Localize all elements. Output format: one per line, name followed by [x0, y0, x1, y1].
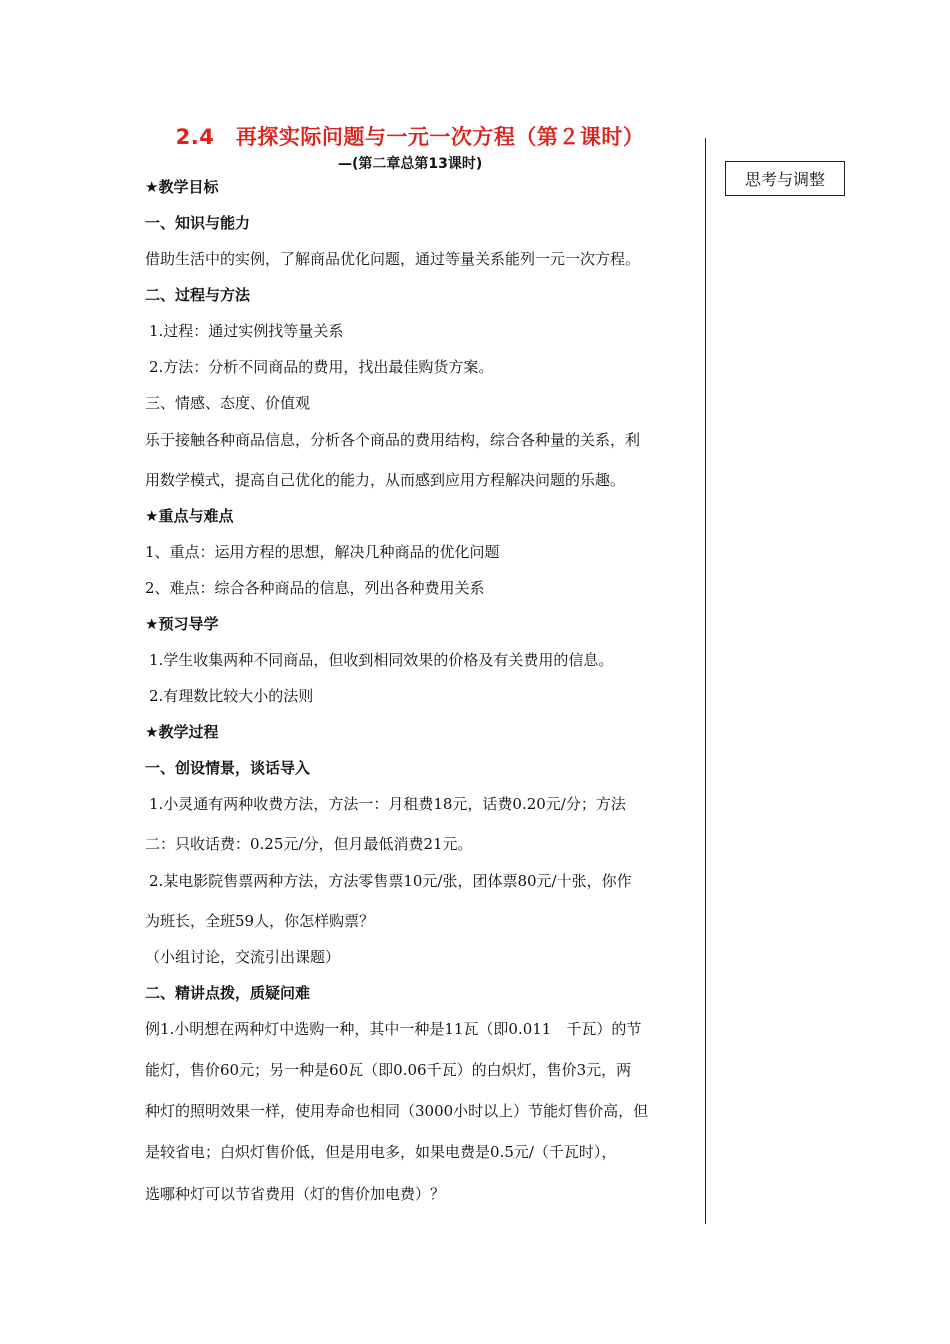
paragraph-line: 2.某电影院售票两种方法，方法零售票10元/张，团体票80元/十张，你作 — [149, 872, 632, 890]
section-heading-key-points: ★重点与难点 — [145, 507, 234, 525]
list-item: 2.方法：分析不同商品的费用，找出最佳购货方案。 — [149, 358, 494, 376]
list-item: 2.有理数比较大小的法则 — [149, 687, 314, 705]
notes-box-label: 思考与调整 — [744, 170, 825, 189]
paragraph-line: 种灯的照明效果一样，使用寿命也相同（3000小时以上）节能灯售价高，但 — [145, 1102, 649, 1120]
paragraph-line: 借助生活中的实例，了解商品优化问题，通过等量关系能列一元一次方程。 — [145, 250, 641, 268]
notes-box — [725, 161, 845, 196]
section-heading-process: ★教学过程 — [145, 723, 219, 741]
paragraph-line: 为班长，全班59人，你怎样购票？ — [145, 912, 375, 930]
subheading: 三、情感、态度、价值观 — [145, 394, 311, 412]
page-title: 2.4 再探实际问题与一元一次方程（第２课时） — [175, 125, 645, 149]
page-subtitle: —(第二章总第13课时) — [338, 156, 483, 172]
paragraph-line: （小组讨论，交流引出课题） — [145, 948, 341, 966]
paragraph-line: 1.小灵通有两种收费方法，方法一：月租费18元，话费0.20元/分；方法 — [149, 795, 626, 813]
paragraph-line: 是较省电；白炽灯售价低，但是用电多，如果电费是0.5元/（千瓦时）， — [145, 1143, 617, 1161]
paragraph-line: 例1.小明想在两种灯中选购一种，其中一种是11瓦（即0.011 千瓦）的节 — [145, 1020, 642, 1038]
list-item: 2、难点：综合各种商品的信息，列出各种费用关系 — [145, 579, 485, 597]
list-item: 1、重点：运用方程的思想，解决几种商品的优化问题 — [145, 543, 500, 561]
section-heading-preview: ★预习导学 — [145, 615, 219, 633]
section-heading-objectives: ★教学目标 — [145, 178, 219, 196]
paragraph-line: 选哪种灯可以节省费用（灯的售价加电费）？ — [145, 1185, 446, 1203]
paragraph-line: 二：只收话费：0.25元/分，但月最低消费21元。 — [145, 835, 473, 853]
subheading: 一、创设情景，谈话导入 — [145, 759, 311, 777]
list-item: 1.学生收集两种不同商品，但收到相同效果的价格及有关费用的信息。 — [149, 651, 614, 669]
subheading: 二、过程与方法 — [145, 286, 251, 304]
list-item: 1.过程：通过实例找等量关系 — [149, 322, 344, 340]
subheading: 二、精讲点拨，质疑问难 — [145, 984, 311, 1002]
paragraph-line: 乐于接触各种商品信息，分析各个商品的费用结构，综合各种量的关系，利 — [145, 431, 641, 449]
paragraph-line: 能灯，售价60元；另一种是60瓦（即0.06千瓦）的白炽灯，售价3元，两 — [145, 1061, 632, 1079]
column-divider — [705, 138, 706, 1224]
subheading: 一、知识与能力 — [145, 214, 251, 232]
paragraph-line: 用数学模式，提高自己优化的能力，从而感到应用方程解决问题的乐趣。 — [145, 471, 626, 489]
